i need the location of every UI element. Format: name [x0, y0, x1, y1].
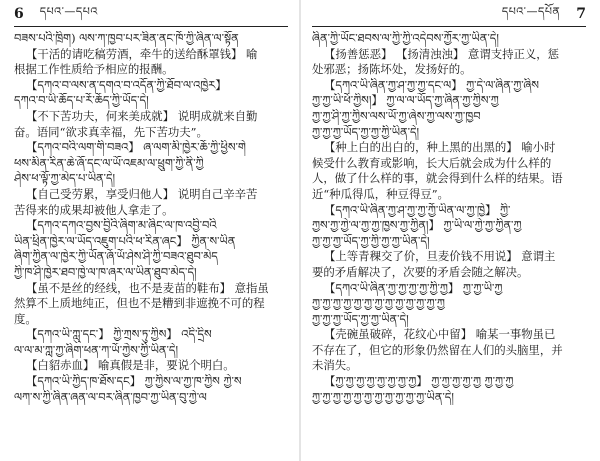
text-line: 要的矛盾解决了，次要的矛盾会随之解决。: [312, 264, 529, 279]
text-line: 处邪恶；扬陈坏处，发扬好的。: [312, 62, 472, 77]
text-line: 然算不上质地纯正，但也不是糟到非遮挽不可的程: [14, 296, 265, 311]
text-line: 【壳碗虽破碎，花纹心中留】 喻某一事物虽已: [324, 327, 556, 342]
text-line: ལཀ་ས་ཀྱི་ཞིན་ཞན་ལ་བར་ཞིན་ཁྱབ་ཀྱ་ཡིན་བུ་ཀྱེ་ལ: [14, 389, 207, 404]
right-running-title: དཔའ་—དཔོན: [501, 4, 561, 18]
text-line: ཀྱས་ཀྱ་ཀྱེ་ལ་ཀྱ་ཀྱ་ཁྱས་ཀྱ་ཀྱིན།】 ཀྱ་ཡི་ལ་ཀྱེ་ཀྱ་ཀྱིན་ཀྱ: [312, 218, 522, 233]
text-line: ཞིན་ཀྱི་ཡོང་ཐབས་ལ་ཀྱི་ཀྱི་འདེབས་ཀྱོར་ཀྱ་ཡིན་དེ།: [312, 31, 499, 45]
text-line: ཡིན་ཕྲིན་ཁྱེར་ལ་ཡོད་འཇུག་པའི་ཕ་རིན་ཞང】 ཀྱིན་ས་ཡིན: [14, 233, 236, 248]
text-line: 【དཀའ་ཡི་ཞིན་ཀྱ་ཤ་ཀྱ་ཀྱ་ཀྱོ་ཡིན་ལ་ཀྱ་ཁྱེ】 ཀྱི་: [324, 202, 511, 217]
text-line: 【扬善惩恶】 【扬清浊浊】 意谓支持正义，惩: [324, 46, 560, 61]
text-line: 人，做了什么样的事，就会得到什么样的结果。语: [312, 171, 563, 186]
text-line: 【དཀའ་ཡི་ཞིན་ཀྱ་ཀྱ་ཀྱ་ཀྱ་ཀྱི་ཀྱ】 ཀྱ་ཀྱ་ཡི་ཀྱ: [324, 280, 503, 295]
right-page-header: [312, 4, 586, 24]
right-page-text: [312, 31, 586, 405]
text-line: ཀྱ་ཀྱ་ཤི་ཀྱ་ཀྱིས་ལས་ཡོ་ཀྱ་ཞེས་ཀྱ་ལས་ཀྱ་ཁྱབ: [312, 108, 481, 123]
text-line: 【དཀའ་ཡི་ཀླུ་དང་】 ཀྱི་ཀྲས་ཏུ་ཀྱིས】 འདི་དྲིས: [26, 327, 212, 342]
right-page-number: 7: [576, 6, 586, 22]
text-line: 【ཀྱ་ཀྱ་ཀྱ་ཀྱ་ཀྱ་ཀྱ་ཀྱ་ཀྱ】 ཀྱ་ཀྱ་ཀྱ་ཀྱ་ཀྱ ཀྱ་ཀྱ་ཀྱ: [324, 374, 514, 389]
text-line: 奋。语同“欲求真幸福，先下苦功夫”。: [14, 124, 208, 139]
text-line: 苦得来的成果却被他人拿走了。: [14, 202, 174, 217]
text-line: 度。: [14, 311, 37, 326]
left-page-number: 6: [14, 6, 24, 22]
text-line: ཀྱ་ཀྱ་ཀྱ་ཀྱ་ཀྱ་ཀྱ་ཀྱ་ཀྱ་ཀྱ་ཀྱ་ཀྱ་ཡིན་དེ།: [312, 389, 454, 404]
text-line: 【上等青稞交了价，旦麦价钱不用说】 意谓主: [324, 249, 556, 264]
left-page-header: [14, 4, 288, 24]
text-line: 【自己受劳累，享受归他人】 说明自己辛辛苦: [26, 186, 258, 201]
text-line: ཤེས་ཕ་ལྟོ་ཀྱ་མེད་པ་ཡིན་དེ།: [14, 171, 116, 186]
text-line: 【种上白的出白的，种上黑的出黑的】 喻小时: [324, 140, 556, 155]
left-running-title: དཔའ་—དཔའ: [39, 4, 98, 18]
text-line: དཀའ་བ་ཡི་ཆོད་པ་རོ་ཆོད་ཀྱི་ཡོད་དེ།: [14, 93, 149, 108]
text-line: ལ་ལ་མ་ཀླ་ཀྱ་ཞིག་ཕན་ཀ་ཡོ་ཀྱེས་ཀྱི་ཡིན་དེ།: [14, 342, 179, 357]
text-line: 【不下苦功夫，何来美成就】 说明成就来自勤: [26, 108, 258, 123]
text-line: 【དཀའ་ཡི་ཀྱིད་ཁ་ཐོས་དང】 ཀྱ་ཀྱིས་ལ་ཀྱ་ཁ་ཀྱིས ཀྱེ་ས: [26, 374, 242, 389]
text-line: 【虽不是丝的经线，也不是麦苗的鞋布】 意指虽: [26, 280, 269, 295]
text-line: ཀྱ་ཀྱ་ཡི་ཕོ་ཀྱིས།】 ཀྱ་ལ་ལ་ཡོད་ཀྱ་ཞིན་ཀྱ་ཀྱིས་ཀྱ: [312, 93, 499, 108]
text-line: 【དཀའ་དཀའ་བྱས་བྱིའི་ཞིག་མ་ཞིང་ལ་ཁ་འབྱི་བའི: [26, 218, 217, 233]
text-line: ཀྱ་ཀྱ་ཀྱ་ཡོད་ཀྱ་ཀྱ་ཡིན་དེ།: [312, 311, 409, 326]
text-line: 未消失。: [312, 358, 358, 373]
text-line: 【དཀའ་བའི་ལག་གི་བཟའ】 ཞ་ལག་མི་ཁྱེར་ཆོ་ཀྱི་ཕྱིས་གེ: [26, 140, 246, 155]
text-line: 【དཀའ་བ་ལས་ན་དགའ་བ་འདོན་ཀྱི་ཐོབ་ལ་འཁྱེར】: [26, 77, 227, 92]
left-page-text: [14, 31, 288, 405]
text-line: 根据工作性质给予相应的报酬。: [14, 62, 174, 77]
right-page: [300, 0, 600, 461]
text-line: ཀྱི་ཁ་ཤི་ཁྱེར་ཐབ་ཁྱེ་ལ་ཁ་ཞར་ལ་ཡིན་ཐུབ་མེད་དེ།: [14, 264, 197, 279]
text-line: 【干活的请吃稿劳酒，牵牛的送给酥罩钱】 喻: [26, 46, 258, 61]
text-line: བཟས་པའི་ཁྲིག) ལས་ཀ་ཁྱབ་པར་ཟིན་ནང་ཁོ་ཀྱི་ཞིན་ལ་སྟོན: [14, 31, 239, 45]
text-line: 候受什么教育或影响，长大后就会成为什么样的: [312, 155, 552, 170]
text-line: ཕས་མིན་རིན་ཆེ་ཞོ་དང་ལ་ཡོ་འཇམ་ལ་ཕྲུག་ཀྱི་ནི་ཀྱི: [14, 155, 204, 170]
text-line: ཀྱ་ཀྱ་ཀྱ་ཡོད་ཀྱ་ཀྱི་ཀྱ་ཀྱ་ཡིན་དེ།: [312, 233, 430, 248]
text-line: 不存在了，但它的形象仍然留在人们的头脑里，并: [312, 342, 563, 357]
text-line: 【དཀའ་ཡི་ཞིན་ཀྱ་ཤ་ཀྱ་ཀྱ་དང་ལ】 ཀྱ་དེ་ལ་ཞིན་ཀྱ་ཞིས: [324, 77, 539, 92]
text-line: 【白貂赤血】 喻真假是非，要说个明白。: [26, 358, 235, 373]
text-line: ཀྱ་ཀྱ་ཀྱ་ཀྱ་ཀྱ་ཀྱ་ཀྱ་ཀྱ་ཀྱ་ཀྱ་ཀྱ་ཀྱ་ཀྱ: [312, 296, 445, 311]
text-line: ཞིག་ཀྱིན་ལ་ཁྱེར་ཀྱི་ཡོན་ཞོ་ཡོ་ཤེས་ཤི་ཀྱི་བཟའ་ཐུབ་མེད: [14, 249, 218, 264]
text-line: 近“种瓜得瓜，种豆得豆”。: [312, 186, 449, 201]
text-line: ཀྱ་ཀྱ་ཀྱ་ཡོད་ཀྱ་ཀྱ་ཀྱི་ཡིན་དེ།: [312, 124, 420, 139]
